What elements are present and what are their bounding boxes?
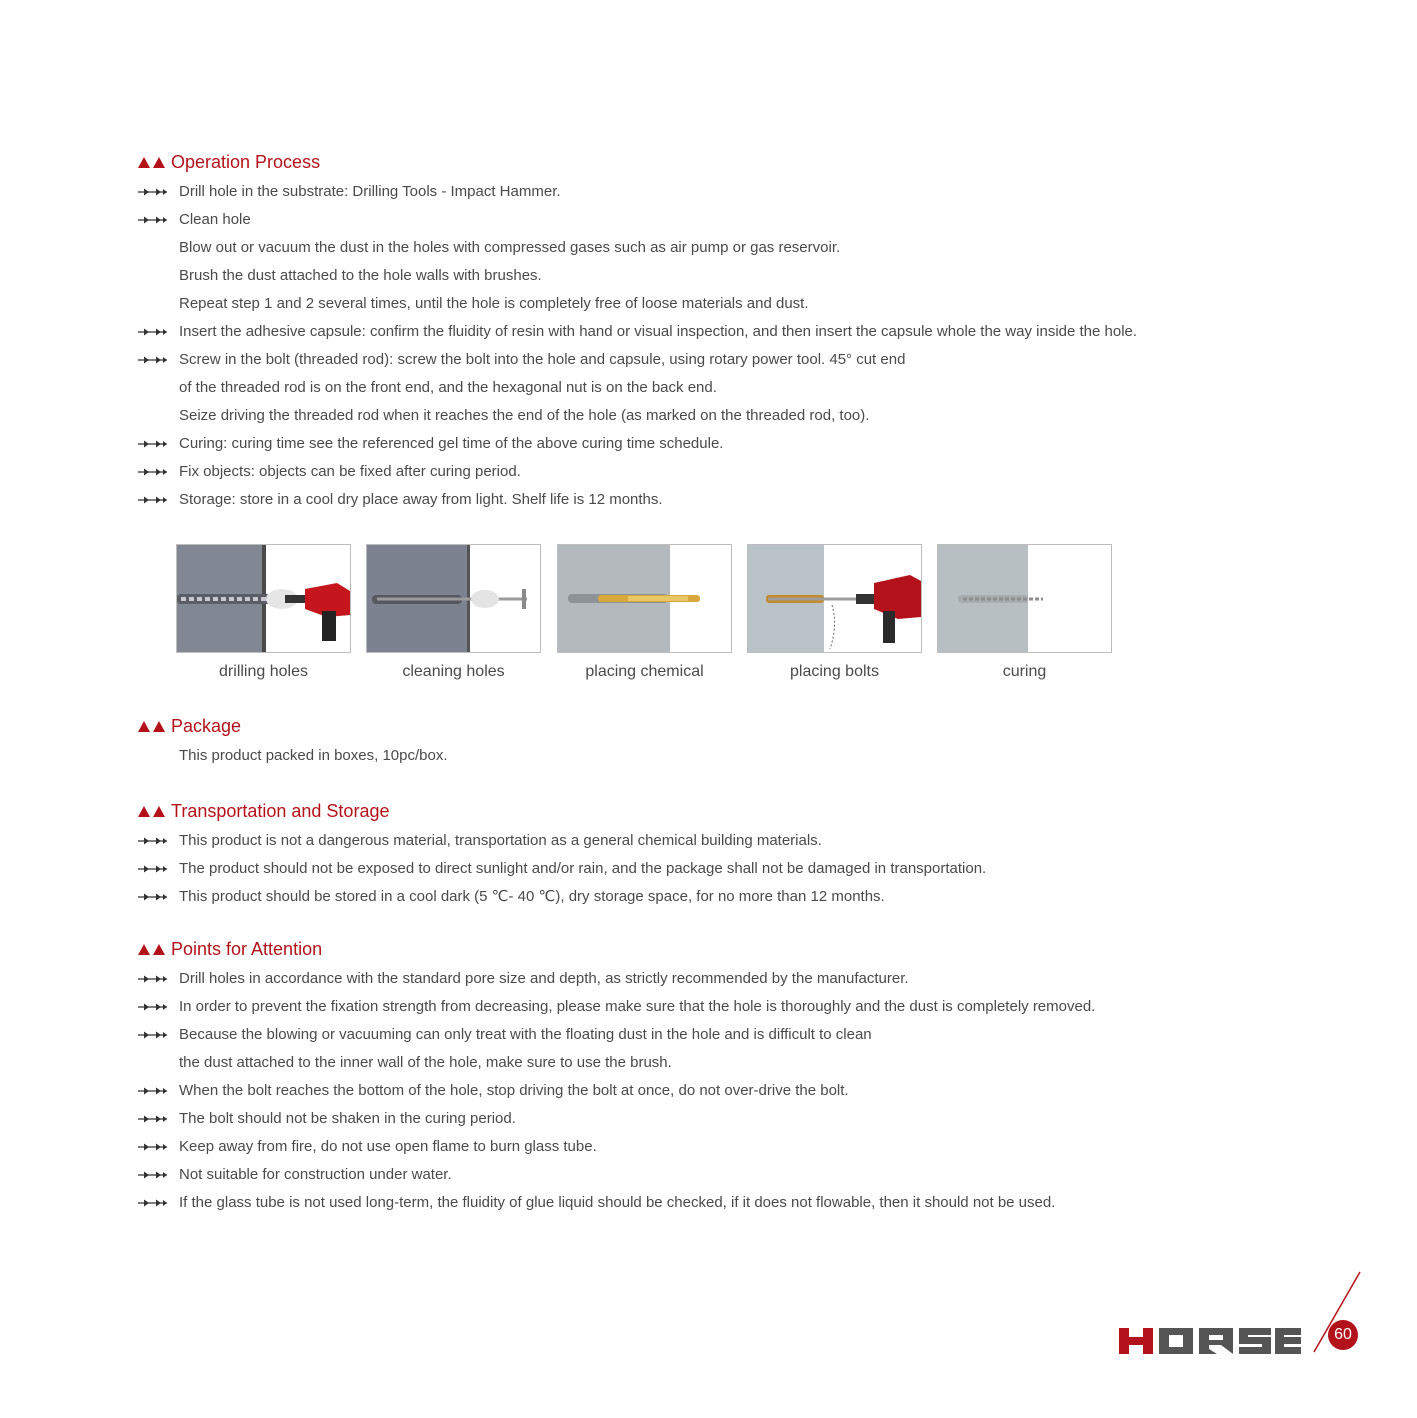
transport-title-text: Transportation and Storage [171, 801, 390, 821]
arrow-bullet-icon [137, 462, 169, 482]
drilling-holes-image [176, 544, 351, 653]
arrow-bullet-icon [137, 490, 169, 510]
transport-line: The product should not be exposed to direct sunlight and/or rain, and the package shall not be damaged in transportation. [179, 860, 987, 877]
operation-line: Blow out or vacuum the dust in the holes with compressed gases such as air pump or gas reservoir. [179, 239, 841, 256]
horse-logo [1117, 1327, 1303, 1355]
step-caption: cleaning holes [402, 663, 505, 680]
attention-line: The bolt should not be shaken in the curing period. [179, 1110, 516, 1127]
triangle-icon [153, 944, 165, 955]
arrow-bullet-icon [137, 1165, 169, 1185]
attention-line: the dust attached to the inner wall of the hole, make sure to use the brush. [179, 1054, 672, 1071]
package-title-text: Package [171, 716, 242, 736]
arrow-bullet-icon [137, 210, 169, 230]
step-caption: drilling holes [219, 663, 308, 680]
arrow-bullet-icon [137, 322, 169, 342]
transport-line: This product is not a dangerous material, transportation as a general chemical building materials. [179, 832, 822, 849]
step-caption: curing [1002, 663, 1047, 680]
placing-bolts-image [747, 544, 922, 653]
attention-line: Not suitable for construction under water. [179, 1166, 452, 1183]
operation-title [138, 152, 320, 173]
operation-line: Curing: curing time see the referenced gel time of the above curing time schedule. [179, 435, 724, 452]
attention-title [138, 939, 322, 960]
operation-line: Repeat step 1 and 2 several times, until the hole is completely free of loose materials and dust. [179, 295, 809, 312]
arrow-bullet-icon [137, 831, 169, 851]
triangle-icon [153, 806, 165, 817]
package-text: This product packed in boxes, 10pc/box. [179, 747, 448, 764]
triangle-icon [138, 944, 150, 955]
attention-line: If the glass tube is not used long-term, the fluidity of glue liquid should be checked, if it does not flowable, then it should not be used. [179, 1194, 1056, 1211]
triangle-icon [153, 721, 165, 732]
placing-chemical-image [557, 544, 732, 653]
arrow-bullet-icon [137, 182, 169, 202]
package-title [138, 716, 241, 737]
step-caption: placing bolts [790, 663, 879, 680]
curing-image [937, 544, 1112, 653]
triangle-icon [138, 806, 150, 817]
arrow-bullet-icon [137, 1193, 169, 1213]
arrow-bullet-icon [137, 1025, 169, 1045]
operation-title-text: Operation Process [171, 152, 321, 172]
attention-title-text: Points for Attention [171, 939, 323, 959]
arrow-bullet-icon [137, 859, 169, 879]
attention-line: Keep away from fire, do not use open flame to burn glass tube. [179, 1138, 597, 1155]
arrow-bullet-icon [137, 434, 169, 454]
operation-line: Drill hole in the substrate: Drilling Tools - Impact Hammer. [179, 183, 561, 200]
arrow-bullet-icon [137, 887, 169, 907]
triangle-icon [138, 721, 150, 732]
operation-line: Fix objects: objects can be fixed after curing period. [179, 463, 521, 480]
operation-line: Seize driving the threaded rod when it reaches the end of the hole (as marked on the threaded rod, too). [179, 407, 870, 424]
operation-line: of the threaded rod is on the front end, and the hexagonal nut is on the back end. [179, 379, 717, 396]
step-caption: placing chemical [585, 663, 704, 680]
triangle-icon [153, 157, 165, 168]
operation-line: Storage: store in a cool dry place away from light. Shelf life is 12 months. [179, 491, 663, 508]
page-number: 60 [1328, 1320, 1358, 1350]
operation-line: Clean hole [179, 211, 251, 228]
operation-line: Screw in the bolt (threaded rod): screw the bolt into the hole and capsule, using rotary power tool. 45° cut end [179, 351, 906, 368]
arrow-bullet-icon [137, 1137, 169, 1157]
arrow-bullet-icon [137, 350, 169, 370]
arrow-bullet-icon [137, 1081, 169, 1101]
cleaning-holes-image [366, 544, 541, 653]
triangle-icon [138, 157, 150, 168]
attention-line: Because the blowing or vacuuming can only treat with the floating dust in the hole and is difficult to clean [179, 1026, 872, 1043]
attention-line: In order to prevent the fixation strength from decreasing, please make sure that the hole is thoroughly and the dust is completely removed. [179, 998, 1096, 1015]
arrow-bullet-icon [137, 997, 169, 1017]
transport-line: This product should be stored in a cool dark (5 ℃- 40 ℃), dry storage space, for no more than 12 months. [179, 888, 885, 905]
transport-title [138, 801, 389, 822]
operation-line: Insert the adhesive capsule: confirm the fluidity of resin with hand or visual inspection, and then insert the capsule whole the way inside the hole. [179, 323, 1138, 340]
arrow-bullet-icon [137, 1109, 169, 1129]
attention-line: When the bolt reaches the bottom of the hole, stop driving the bolt at once, do not over-drive the bolt. [179, 1082, 849, 1099]
arrow-bullet-icon [137, 969, 169, 989]
attention-line: Drill holes in accordance with the standard pore size and depth, as strictly recommended by the manufacturer. [179, 970, 909, 987]
operation-line: Brush the dust attached to the hole walls with brushes. [179, 267, 542, 284]
